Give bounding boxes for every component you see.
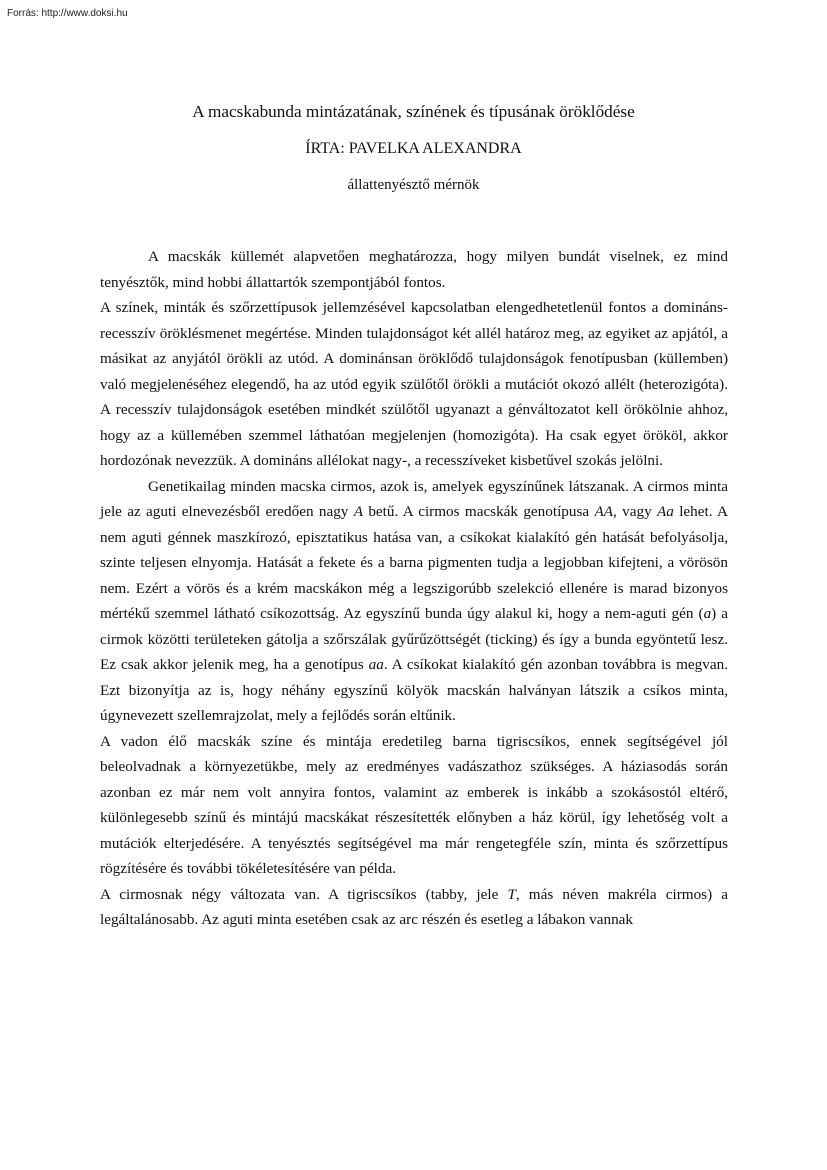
text-run: A színek, minták és szőrzettípusok jellemzésével kapcsolatban elengedhetetlenül fontos a domináns-recesszív öröklésmenet megértése. Minden tulajdonságot két allél határoz meg, az egyiket az apjától, a másikat az anyjától örökli az utód. A dominánsan öröklődő tulajdonságok fenotípusban (küllemben) való megjelenéséhez elegendő, ha az utód egyik szülőtől örökli a mutációt okozó allélt (heterozigóta). A recesszív tulajdonságok esetében mindkét szülőtől ugyanazt a génváltozatot kell örökölnie ahhoz, hogy az a küllemében szemmel láthatóan megjelenjen (homozigóta). Ha csak egyet örököl, akkor hordozónak nevezzük. A domináns allélokat nagy-, a recesszíveket kisbetűvel szokás jelölni. xyxy=(100,299,728,469)
document-body xyxy=(100,244,728,933)
text-run: , vagy xyxy=(613,503,657,520)
italic-symbol: A xyxy=(353,503,364,520)
body-paragraph xyxy=(100,244,728,295)
italic-symbol: aa xyxy=(368,656,384,673)
text-run: A cirmosnak négy változata van. A tigriscsíkos (tabby, jele xyxy=(100,885,508,903)
source-url-line: Forrás: http://www.doksi.hu xyxy=(7,8,128,19)
document-title: A macskabunda mintázatának, színének és típusának öröklődése xyxy=(192,102,635,121)
body-paragraph xyxy=(100,882,728,933)
body-paragraph xyxy=(100,729,728,882)
text-run: A macskák küllemét alapvetően meghatározza, hogy milyen bundát viselnek, ez mind tenyésztők, mind hobbi állattartók szempontjából fontos. xyxy=(100,248,728,291)
italic-symbol: AA xyxy=(594,503,614,520)
italic-symbol: Aa xyxy=(657,503,674,520)
text-run: ) a cirmok közötti területeken gátolja a szőrszálak gyűrűzöttségét (ticking) és így a bunda egyöntetű lesz. Ez csak akkor jelenik meg, ha a genotípus xyxy=(100,605,728,673)
italic-symbol: T xyxy=(507,885,516,903)
body-paragraph xyxy=(100,474,728,729)
text-run: , más néven makréla cirmos) a legáltalánosabb. Az aguti minta esetében csak az arc részén és esetleg a lábakon vannak xyxy=(100,885,728,928)
text-run: Genetikailag minden macska cirmos, azok is, amelyek egyszínűnek látszanak. A cirmos minta jele az aguti elnevezésből eredően nagy xyxy=(100,477,728,520)
text-run: lehet. A nem aguti génnek maszkírozó, episztatikus hatása van, a csíkokat kialakító gén hatását befolyásolja, szinte teljesen elnyomja. Hatását a fekete és a barna pigmenten tudja a legjobban kifejteni, a vörösön nem. Ezért a vörös és a krém macskákon még a legszigorúbb szelekció ellenére is marad bizonyos mértékű szemmel látható csíkozottság. Az egyszínű bunda úgy alakul ki, hogy a nem-aguti gén ( xyxy=(100,503,728,622)
text-run: . A csíkokat kialakító gén azonban továbbra is megvan. Ezt bizonyítja az is, hogy néhány egyszínű kölyök macskán halványan látszik a csíkos minta, úgynevezett szellemrajzolat, mely a fejlődés során eltűnik. xyxy=(100,656,728,724)
body-paragraph xyxy=(100,295,728,474)
text-run: A vadon élő macskák színe és mintája eredetileg barna tigriscsíkos, ennek segítségével jól beleolvadnak a környezetükbe, mely az eredményes vadászathoz szükséges. A háziasodás során azonban ez már nem volt annyira fontos, valamint az emberek is inkább a szokásostól eltérő, különlegesebb színű és mintájú macskákat részesítették előnyben a ház körül, így lehetőség volt a mutációk elterjedésére. A tenyésztés segítségével ma már rengetegféle szín, minta és szőrzettípus rögzítésére és további tökéletesítésére van példa. xyxy=(100,732,728,877)
author-line: ÍRTA: PAVELKA ALEXANDRA xyxy=(305,140,522,157)
author-profession: állattenyésztő mérnök xyxy=(347,177,480,193)
italic-symbol: a xyxy=(703,605,712,622)
text-run: betű. A cirmos macskák genotípusa xyxy=(363,503,595,520)
